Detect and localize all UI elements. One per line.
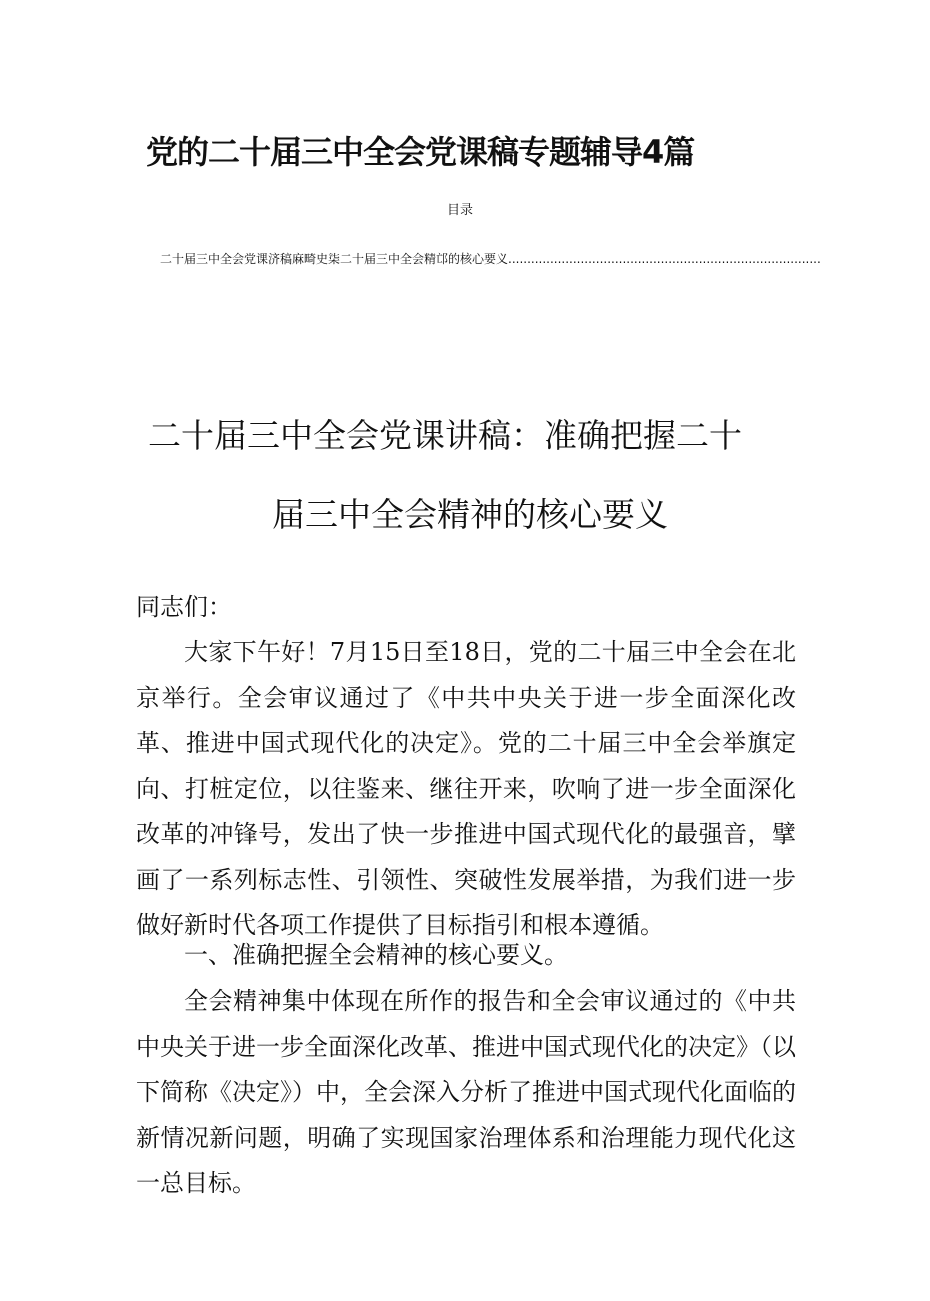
paragraph-2: 全会精神集中体现在所作的报告和全会审议通过的《中共中央关于进一步全面深化改革、推进中国式现代化的决定》（以下简称《决定》）中，全会深入分析了推进中国式现代化面临的新情况新问题，明确了实现国家治理体系和治理能力现代化这一总目标。 [136, 987, 796, 1197]
section-title-line-1: 二十届三中全会党课讲稿：准确把握二十 [148, 416, 742, 455]
section-title-line-2: 届三中全会精神的核心要义 [272, 495, 668, 534]
toc-entry[interactable] [160, 251, 821, 267]
toc-heading: 目录 [446, 203, 473, 218]
document-title: 党的二十届三中全会党课稿专题辅导4篇 [146, 133, 695, 171]
toc-leader-dots: .................................................................................. [508, 252, 821, 266]
subheading-1: 一、准确把握全会精神的核心要义。 [184, 941, 568, 969]
toc-entry-text: 二十届三中全会党课济稿麻畸史柒二十届三中全会精邙的核心要义 [160, 252, 509, 266]
paragraph-1: 大家下午好！7月15日至18日，党的二十届三中全会在北京举行。全会审议通过了《中共中央关于进一步全面深化改革、推进中国式现代化的决定》。党的二十届三中全会举旗定向、打桩定位，以往鉴来、继往开来，吹响了进一步全面深化改革的冲锋号，发出了快一步推进中国式现代化的最强音，擘画了一系列标志性、引领性、突破性发展举措，为我们进一步做好新时代各项工作提供了目标指引和根本遵循。 [136, 638, 796, 939]
salutation: 同志们： [136, 593, 232, 621]
